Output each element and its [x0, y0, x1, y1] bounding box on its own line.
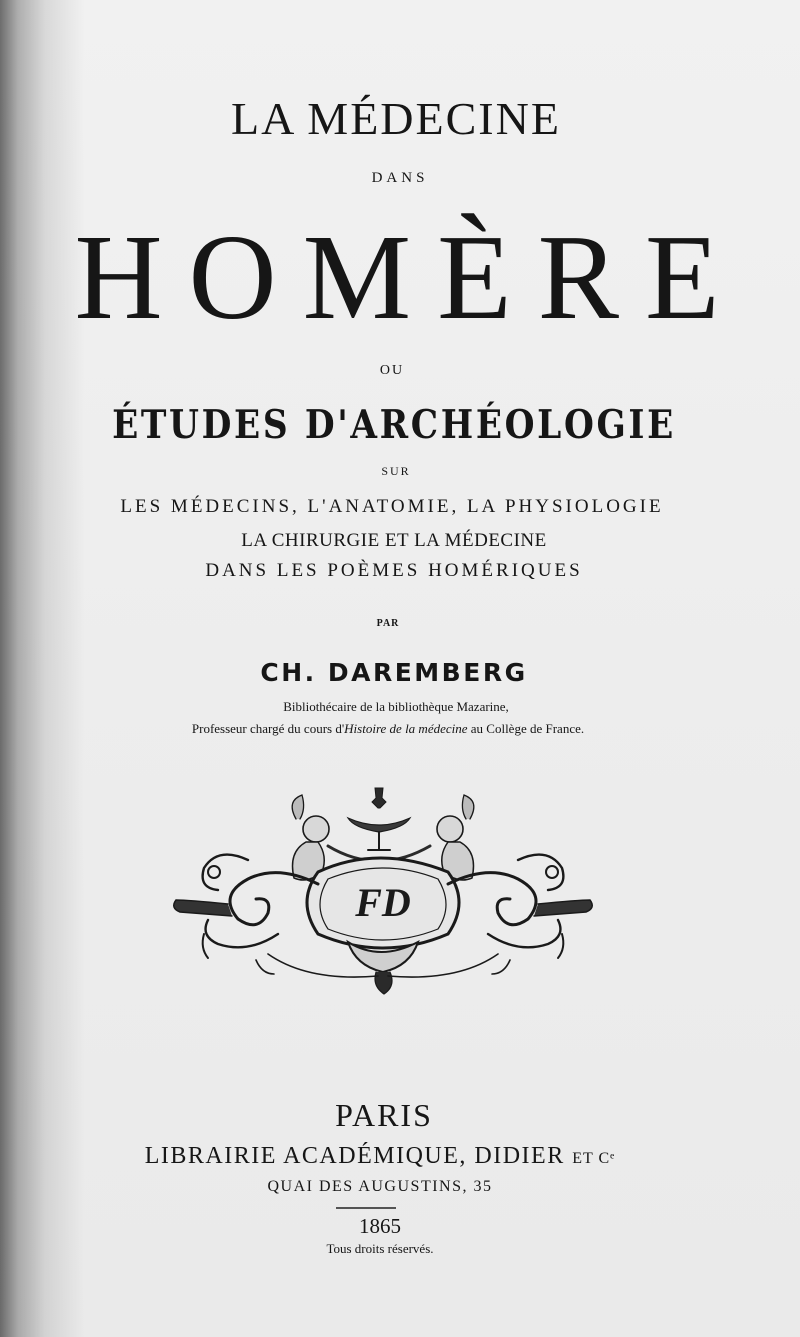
subtitle-etudes: ÉTUDES D'ARCHÉOLOGIE — [112, 402, 676, 448]
author-credential-2 — [0, 721, 788, 737]
title-line-la-medecine: LA MÉDECINE — [231, 93, 561, 144]
imprint-year: 1865 — [359, 1214, 401, 1238]
imprint-publisher-suffix: ET Cᵉ — [572, 1150, 616, 1167]
title-homere: HOMÈRE — [74, 210, 746, 345]
imprint-address: QUAI DES AUGUSTINS, 35 — [267, 1178, 493, 1195]
author-par: PAR — [376, 618, 400, 629]
imprint-rights: Tous droits réservés. — [326, 1241, 434, 1256]
topic-line-2: LA CHIRURGIE ET LA MÉDECINE — [241, 530, 547, 551]
author-credential-1: Bibliothécaire de la bibliothèque Mazarine, — [283, 699, 509, 714]
imprint-rule — [336, 1206, 396, 1210]
topic-line-3: DANS LES POÈMES HOMÉRIQUES — [205, 560, 583, 581]
imprint-city: PARIS — [335, 1097, 433, 1133]
imprint-publisher-name: LIBRAIRIE ACADÉMIQUE, DIDIER — [144, 1143, 565, 1169]
imprint-publisher — [0, 1143, 780, 1170]
topic-line-1: LES MÉDECINS, L'ANATOMIE, LA PHYSIOLOGIE — [120, 496, 664, 517]
credential-text-a: Professeur chargé du cours d' — [191, 721, 345, 736]
credential-text-italic: Histoire de la médecine — [344, 721, 468, 736]
vignette-monogram: FD — [355, 880, 411, 925]
subtitle-word-sur: SUR — [381, 464, 411, 478]
title-word-dans: DANS — [371, 170, 429, 186]
ornamental-vignette-icon — [168, 784, 598, 1009]
credential-text-b: au Collège de France. — [467, 721, 585, 736]
author-name: CH. DAREMBERG — [260, 658, 528, 687]
title-word-ou: OU — [379, 363, 405, 378]
